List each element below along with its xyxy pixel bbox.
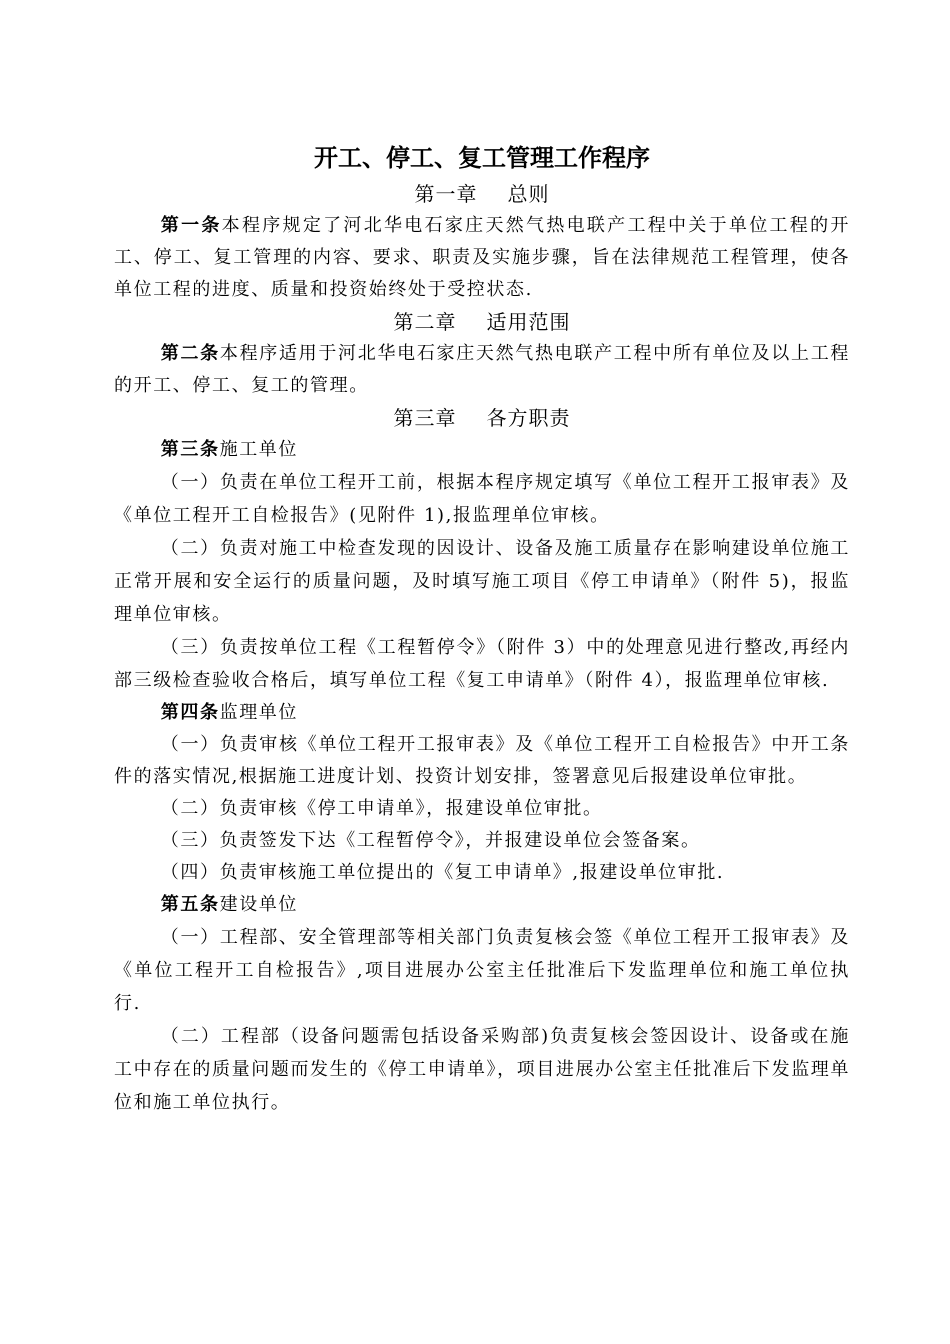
article-label: 第五条 — [160, 894, 220, 915]
article-text: 监理单位 — [219, 702, 299, 723]
article-text: 建设单位 — [219, 894, 299, 915]
article-text: 施工单位 — [219, 439, 299, 460]
article-text: 本程序适用于河北华电石家庄天然气热电联产工程中所有单位及以上工程的开工、停工、复工的管理。 — [114, 343, 850, 396]
article-5-item-1: （一）工程部、安全管理部等相关部门负责复核会签《单位工程开工报审表》及《单位工程开工自检报告》,项目进展办公室主任批准后下发监理单位和施工单位执行. — [114, 927, 850, 1014]
document-title: 开工、停工、复工管理工作程序 — [314, 144, 650, 172]
article-label: 第四条 — [160, 702, 220, 723]
chapter-number: 第二章 — [393, 310, 457, 334]
chapter-heading-2 — [114, 306, 850, 338]
chapter-name: 适用范围 — [486, 310, 571, 334]
article-3-item-3: （三）负责按单位工程《工程暂停令》（附件 3）中的处理意见进行整改,再经内部三级检查验收合格后，填写单位工程《复工申请单》（附件 4），报监理单位审核. — [114, 637, 850, 691]
article-label: 第三条 — [160, 439, 220, 460]
article-1 — [114, 210, 850, 306]
chapter-number: 第一章 — [414, 182, 478, 206]
article-3-item-2: （二）负责对施工中检查发现的因设计、设备及施工质量存在影响建设单位施工正常开展和安全运行的质量问题，及时填写施工项目《停工申请单》（附件 5)，报监理单位审核。 — [114, 538, 850, 625]
article-5-item-2: （二）工程部（设备问题需包括设备采购部)负责复核会签因设计、设备或在施工中存在的质量问题而发生的《停工申请单》，项目进展办公室主任批准后下发监理单位和施工单位执行。 — [114, 1026, 850, 1113]
article-3-item-1: （一）负责在单位工程开工前，根据本程序规定填写《单位工程开工报审表》及《单位工程开工自检报告》(见附件 1),报监理单位审核。 — [114, 472, 850, 526]
article-3 — [114, 434, 850, 466]
article-label: 第二条 — [160, 343, 220, 364]
article-2 — [114, 338, 850, 402]
article-4-item-1: （一）负责审核《单位工程开工报审表》及《单位工程开工自检报告》中开工条件的落实情况,根据施工进度计划、投资计划安排，签署意见后报建设单位审批。 — [114, 734, 850, 787]
article-5 — [114, 889, 850, 921]
chapter-heading-1 — [114, 178, 850, 210]
article-4-item-4: （四）负责审核施工单位提出的《复工申请单》,报建设单位审批. — [160, 862, 725, 883]
article-label: 第一条 — [160, 215, 222, 236]
chapter-name: 总则 — [507, 182, 550, 206]
article-4-item-3: （三）负责签发下达《工程暂停令》，并报建设单位会签备案。 — [160, 830, 701, 851]
chapter-name: 各方职责 — [486, 406, 571, 430]
document-body — [114, 138, 850, 1119]
article-4-item-2: （二）负责审核《停工申请单》，报建设单位审批。 — [160, 798, 603, 819]
article-4 — [114, 697, 850, 729]
chapter-heading-3 — [114, 402, 850, 434]
article-text: 本程序规定了河北华电石家庄天然气热电联产工程中关于单位工程的开工、停工、复工管理的内容、要求、职责及实施步骤，旨在法律规范工程管理，使各单位工程的进度、质量和投资始终处于受控状态. — [114, 215, 850, 300]
chapter-number: 第三章 — [393, 406, 457, 430]
